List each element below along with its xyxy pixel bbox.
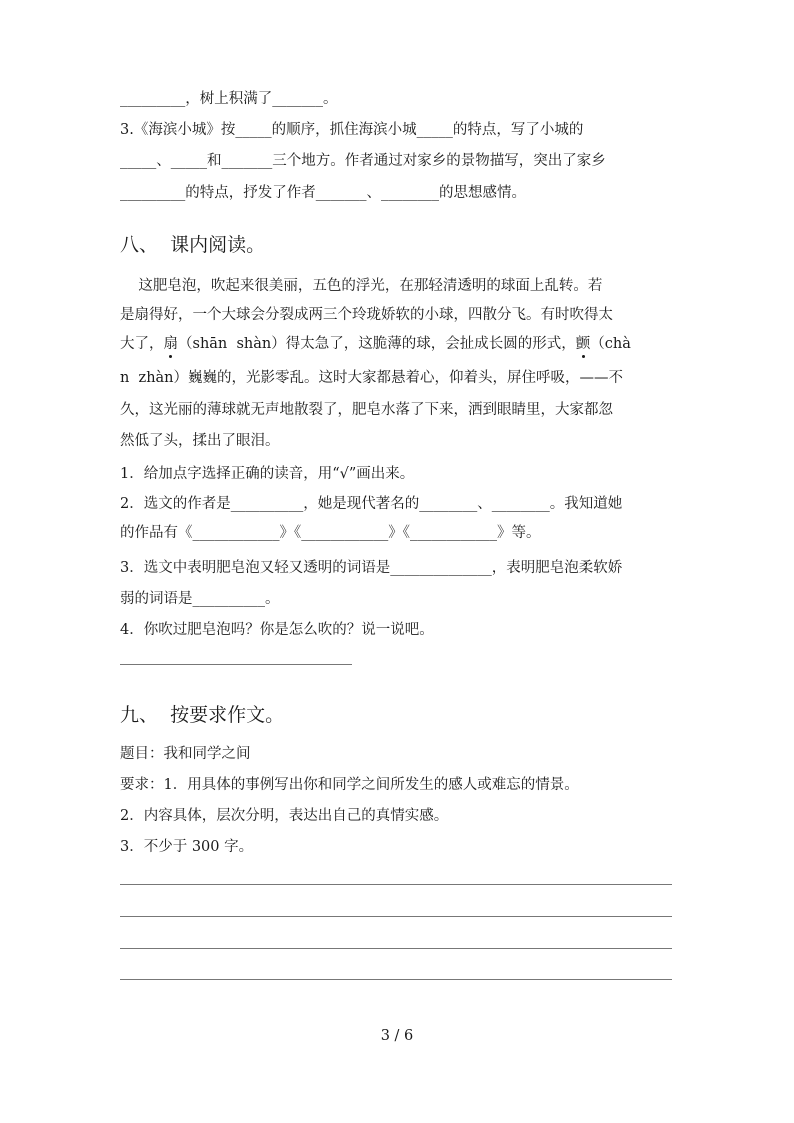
section-8-heading: 八、 课内阅读。: [120, 234, 266, 256]
passage-line-1: 这肥皂泡，吹起来很美丽，五色的浮光，在那轻清透明的球面上乱转。若: [120, 278, 603, 294]
writing-line: [120, 884, 672, 885]
question-3-line-2: 弱的词语是__________。: [120, 591, 280, 607]
passage-text: 大了，: [120, 336, 164, 352]
dotted-character: 扇: [163, 336, 178, 352]
question-4: 4．你吹过肥皂泡吗？你是怎么吹的？说一说吧。: [120, 622, 434, 638]
passage-line-3: [120, 334, 631, 354]
question-3-line-2: _____、_____和_______三个地方。作者通过对家乡的景物描写，突出了家乡: [120, 153, 606, 169]
writing-line: [120, 948, 672, 949]
passage-text: （chà: [590, 336, 631, 352]
question-3-line-1: 3．选文中表明肥皂泡又轻又透明的词语是______________，表明肥皂泡柔软娇: [120, 560, 623, 576]
passage-line-2: 是扇得好，一个大球会分裂成两三个玲珑娇软的小球，四散分飞。有时吹得太: [120, 307, 613, 323]
section-9-heading: 九、 按要求作文。: [120, 704, 285, 726]
essay-topic: 题目：我和同学之间: [120, 746, 251, 762]
passage-line-4: n zhàn）巍巍的，光影零乱。这时大家都悬着心，仰着头，屏住呼吸，——不: [120, 370, 624, 386]
passage-text: （shān shàn）得太急了，这脆薄的球，会扯成长圆的形式，: [178, 336, 576, 352]
writing-line: [120, 979, 672, 980]
essay-requirement-1: 要求：1．用具体的事例写出你和同学之间所发生的感人或难忘的情景。: [120, 777, 579, 793]
answer-line: [120, 664, 352, 665]
writing-line: [120, 916, 672, 917]
essay-requirement-2: 2．内容具体，层次分明，表达出自己的真情实感。: [120, 808, 449, 824]
passage-line-5: 久，这光丽的薄球就无声地散裂了，肥皂水落了下来，洒到眼睛里，大家都忽: [120, 402, 613, 418]
essay-requirement-3: 3．不少于 300 字。: [120, 839, 254, 855]
fill-blank-line-1: _________，树上积满了_______。: [120, 91, 338, 107]
question-1: 1．给加点字选择正确的读音，用“√”画出来。: [120, 466, 415, 482]
dotted-character: 颤: [575, 336, 591, 352]
question-2-line-1: 2．选文的作者是__________，她是现代著名的________、________。我知道她: [120, 496, 623, 512]
question-3-line-3: _________的特点，抒发了作者_______、________的思想感情。: [120, 185, 526, 201]
page-number: 3 / 6: [380, 1028, 414, 1044]
passage-line-6: 然低了头，揉出了眼泪。: [120, 433, 280, 449]
question-3-line-1: 3.《海滨小城》按_____的顺序，抓住海滨小城_____的特点，写了小城的: [120, 122, 584, 138]
question-2-line-2: 的作品有《____________》《____________》《____________》等。: [120, 525, 541, 541]
